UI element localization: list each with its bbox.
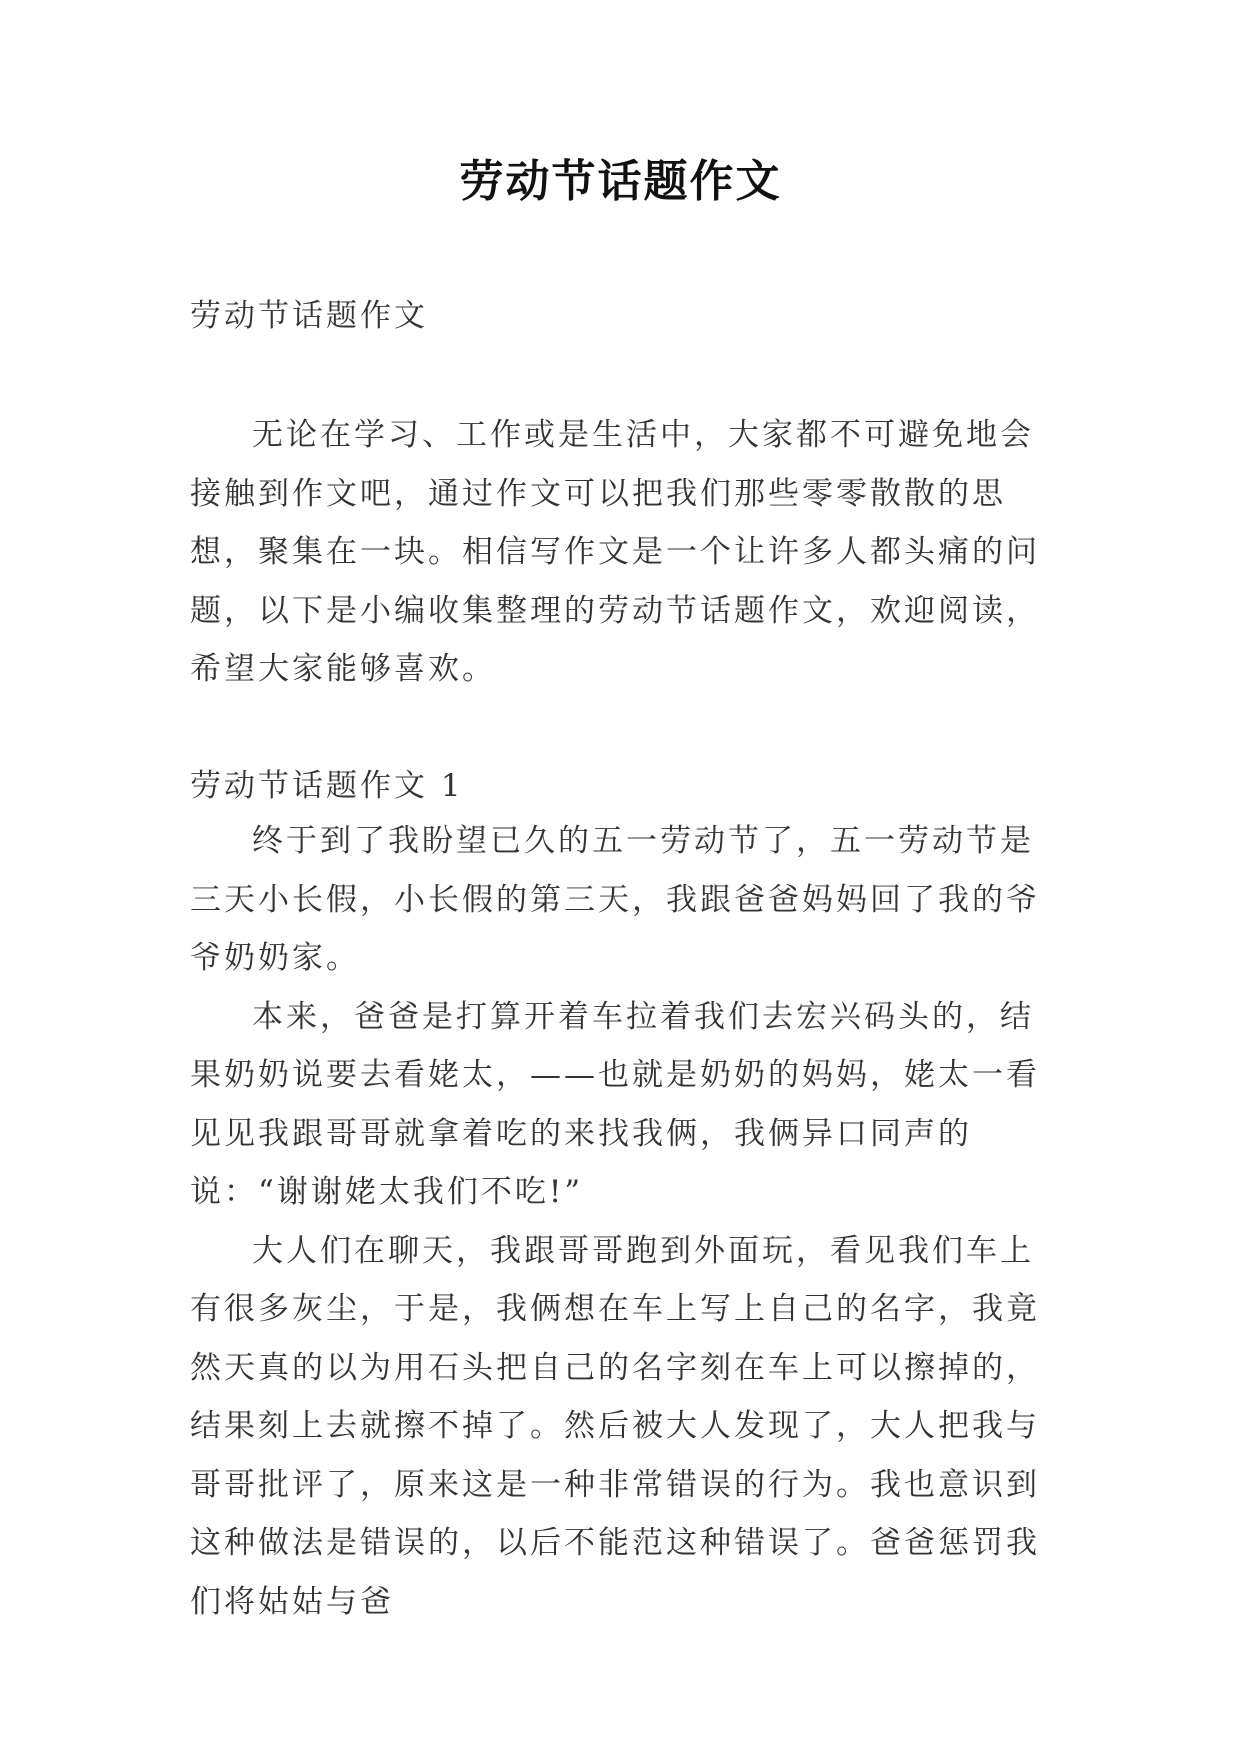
essay-paragraph-1: 终于到了我盼望已久的五一劳动节了，五一劳动节是三天小长假，小长假的第三天，我跟爸爸妈妈回了我的爷爷奶奶家。 <box>190 823 1040 976</box>
document-subtitle: 劳动节话题作文 <box>190 298 428 334</box>
intro-paragraph: 无论在学习、工作或是生活中，大家都不可避免地会接触到作文吧，通过作文可以把我们那些零零散散的思想，聚集在一块。相信写作文是一个让许多人都头痛的问题，以下是小编收集整理的劳动节话题作文，欢迎阅读，希望大家能够喜欢。 <box>190 417 1040 687</box>
section-heading: 劳动节话题作文 1 <box>190 768 464 804</box>
essay-body <box>190 812 1060 1631</box>
essay-paragraph-2: 本来，爸爸是打算开着车拉着我们去宏兴码头的，结果奶奶说要去看姥太，——也就是奶奶的妈妈，姥太一看见见我跟哥哥就拿着吃的来找我俩，我俩异口同声的说：“谢谢姥太我们不吃!” <box>190 998 1040 1210</box>
essay-paragraph-3: 大人们在聊天，我跟哥哥跑到外面玩，看见我们车上有很多灰尘，于是，我俩想在车上写上自己的名字，我竟然天真的以为用石头把自己的名字刻在车上可以擦掉的，结果刻上去就擦不掉了。然后被大人发现了，大人把我与哥哥批评了，原来这是一种非常错误的行为。我也意识到这种做法是错误的，以后不能范这种错误了。爸爸惩罚我们将姑姑与爸 <box>190 1232 1040 1620</box>
document-title: 劳动节话题作文 <box>459 156 782 207</box>
